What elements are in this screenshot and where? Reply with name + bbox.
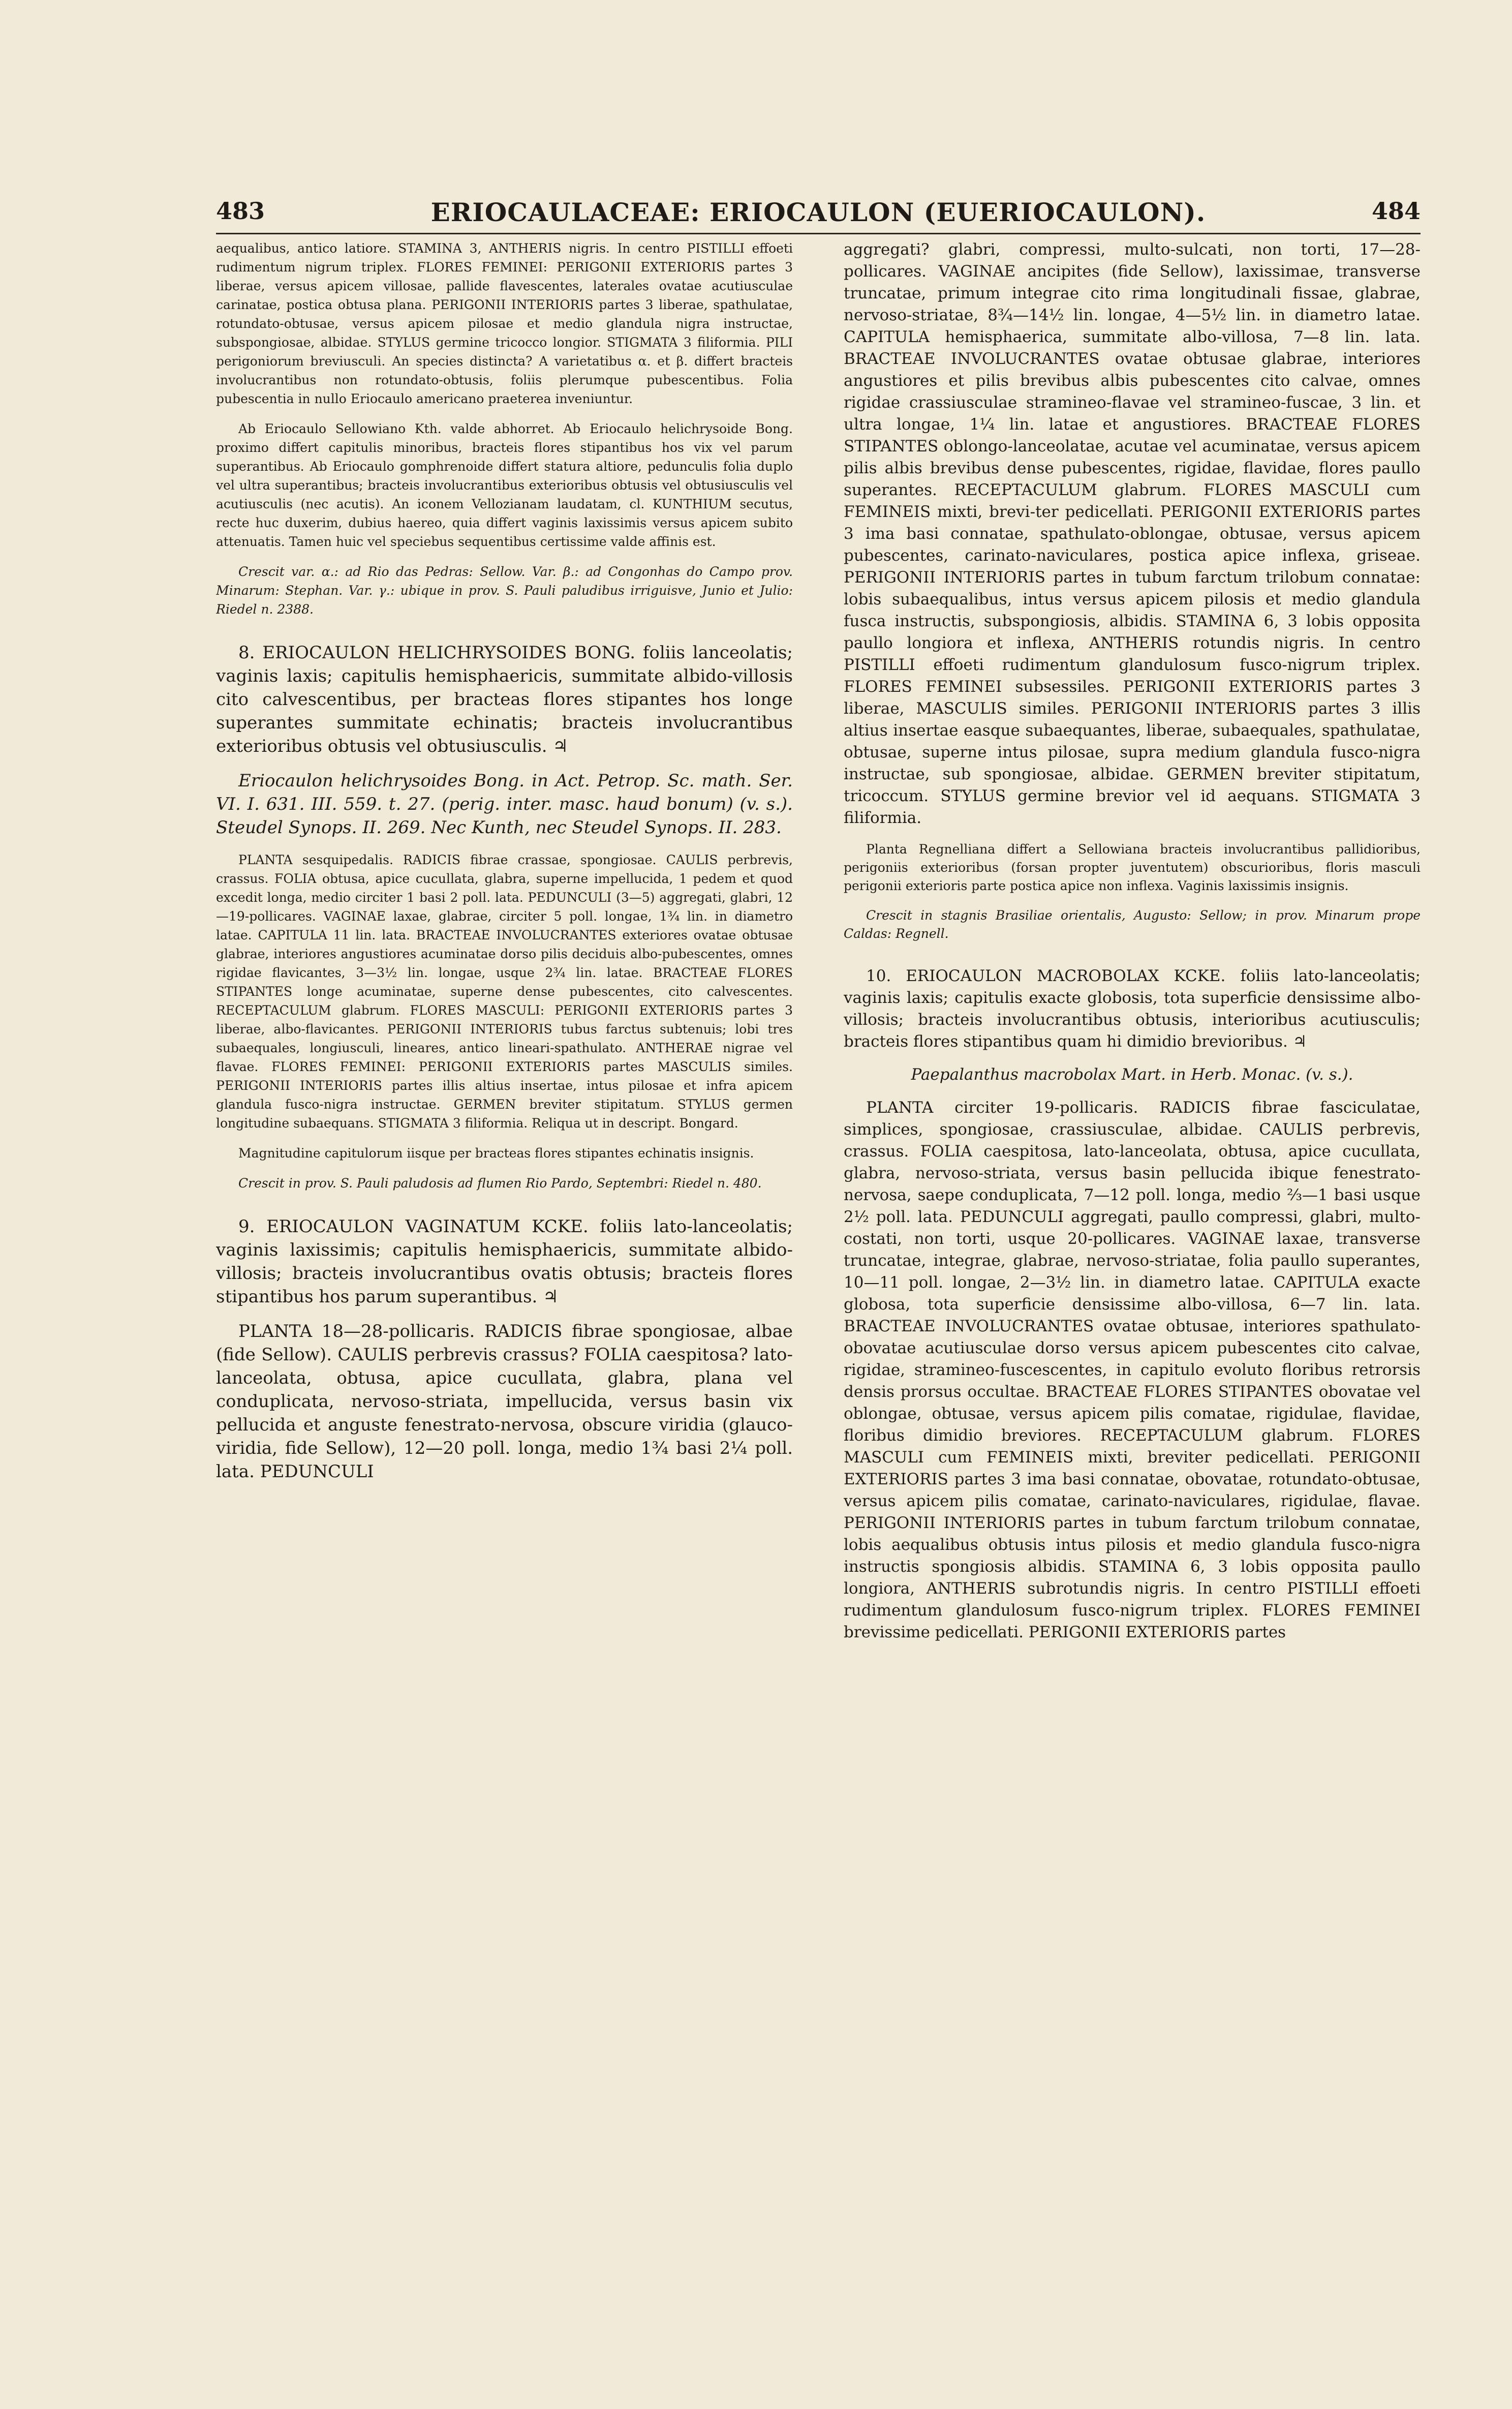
page-number-left: 483 (216, 197, 265, 225)
species-description-9: PLANTA 18—28-pollicaris. RADICIS fibrae spongiosae, albae (fide Sellow). CAULIS perbrevis crassus? FOLIA caespitosa? lato-lanceolata, obtusa, apice cucullata, glabra, plana vel conduplicata, nervoso-striata, impellucida, versus basin vix pellucida et anguste fenestrato-nervosa, obscure viridia (glauco-viridia, fide Sellow), 12—20 poll. longa, medio 1¾ basi 2¼ poll. lata. PEDUNCULI (216, 1321, 793, 1482)
locality-note: Crescit var. α.: ad Rio das Pedras: Sellow. Var. β.: ad Congonhas do Campo prov. Minarum: Stephan. Var. γ.: ubique in prov. S. Pauli paludibus irriguisve, Junio et Julio: Riedel n. 2388. (216, 564, 793, 617)
page-number-right: 484 (1371, 197, 1421, 225)
species-heading-8: 8. ERIOCAULON HELICHRYSOIDES BONG. foliis lanceolatis; vaginis laxis; capitulis hemisphaericis, summitate albido-villosis cito calvescentibus, per bracteas flores stipantes hos longe superantes summitate echinatis; bracteis involucrantibus exterioribus obtusis vel obtusiusculis. ♃ (216, 643, 793, 756)
paragraph: Planta Regnelliana differt a Sellowiana bracteis involucrantibus pallidioribus, perigoniis exterioribus (forsan propter juventutem) obscurioribus, floris masculi perigonii exterioris parte postica apice non inflexa. Vaginis laxissimis insignis. (844, 842, 1421, 893)
header-rule (216, 233, 1421, 234)
species-heading-10: 10. ERIOCAULON MACROBOLAX KCKE. foliis lato-lanceolatis; vaginis laxis; capitulis exacte globosis, tota superficie densissime albo-villosis; bracteis involucrantibus obtusis, interioribus acutiusculis; bracteis flores stipantibus quam hi dimidio brevioribus. ♃ (844, 967, 1421, 1051)
paragraph: Ab Eriocaulo Sellowiano Kth. valde abhorret. Ab Eriocaulo helichrysoide Bong. proximo differt capitulis minoribus, bracteis flores stipantibus hos vix vel parum superantibus. Ab Eriocaulo gomphrenoide differt statura altiore, pedunculis folia duplo vel ultra superantibus; bracteis involucrantibus exterioribus obtusis vel obtusiusculis vel acutiusculis (nec acutis). An iconem Vellozianam laudatam, cl. KUNTHIUM secutus, recte huc duxerim, dubius haereo, quia differt vaginis laxissimis versus apicem subito attenuatis. Tamen huic vel speciebus sequentibus certissime valde affinis est. (216, 421, 793, 549)
species-description-10: PLANTA circiter 19-pollicaris. RADICIS fibrae fasciculatae, simplices, spongiosae, crassiusculae, albidae. CAULIS perbrevis, crassus. FOLIA caespitosa, lato-lanceolata, obtusa, apice cucullata, glabra, nervoso-striata, versus basin pellucida ibique fenestrato-nervosa, saepe conduplicata, 7—12 poll. longa, medio ⅔—1 basi usque 2½ poll. lata. PEDUNCULI aggregati, paullo compressi, glabri, multo-costati, non torti, usque 20-pollicares. VAGINAE laxae, transverse truncatae, integrae, glabrae, nervoso-striatae, folia paullo superantes, 10—11 poll. longae, 2—3½ lin. in diametro latae. CAPITULA exacte globosa, tota superficie densissime albo-villosa, 6—7 lin. lata. BRACTEAE INVOLUCRANTES ovatae obtusae, interiores spathulato-obovatae acutiusculae dorso versus apicem pubescentes cito calvae, rigidae, stramineo-fuscescentes, in capitulo evoluto floribus retrorsis densis prorsus occultae. BRACTEAE FLORES STIPANTES obovatae vel oblongae, obtusae, versus apicem pilis comatae, rigidulae, flavidae, floribus dimidio breviores. RECEPTACULUM glabrum. FLORES MASCULI cum FEMINEIS mixti, breviter pedicellati. PERIGONII EXTERIORIS partes 3 ima basi connatae, obovatae, rotundato-obtusae, versus apicem pilis comatae, carinato-naviculares, rigidulae, flavae. PERIGONII INTERIORIS partes in tubum farctum trilobum connatae, lobis aequalibus obtusis intus pilosis et medio glandula fusco-nigra instructis spongiosis albidis. STAMINA 6, 3 lobis opposita paullo longiora, ANTHERIS subrotundis nigris. In centro PISTILLI effoeti rudimentum glandulosum fusco-nigrum triplex. FLORES FEMINEI brevissime pedicellati. PERIGONII EXTERIORIS partes (844, 1099, 1421, 1641)
species-heading-9: 9. ERIOCAULON VAGINATUM KCKE. foliis lato-lanceolatis; vaginis laxissimis; capitulis hemisphaericis, summitate albido-villosis; bracteis involucrantibus ovatis obtusis; bracteis flores stipantibus hos parum superantibus. ♃ (216, 1216, 793, 1307)
right-column (844, 239, 1421, 2399)
locality-note: Crescit in stagnis Brasiliae orientalis, Augusto: Sellow; in prov. Minarum prope Caldas: Regnell. (844, 908, 1421, 941)
paragraph: aequalibus, antico latiore. STAMINA 3, ANTHERIS nigris. In centro PISTILLI effoeti rudimentum nigrum triplex. FLORES FEMINEI: PERIGONII EXTERIORIS partes 3 liberae, versus apicem villosae, pallide flavescentes, laterales ovatae acutiusculae carinatae, postica obtusa plana. PERIGONII INTERIORIS partes 3 liberae, spathulatae, rotundato-obtusae, versus apicem pilosae et medio glandula nigra instructae, subspongiosae, albidae. STYLUS germine tricocco longior. STIGMATA 3 filiformia. PILI perigoniorum breviusculi. An species distincta? A varietatibus α. et β. differt bracteis involucrantibus non rotundato-obtusis, foliis plerumque pubescentibus. Folia pubescentia in nullo Eriocaulo americano praeterea inveniuntur. (216, 241, 793, 406)
species-description-8: PLANTA sesquipedalis. RADICIS fibrae crassae, spongiosae. CAULIS perbrevis, crassus. FOLIA obtusa, apice cucullata, glabra, superne impellucida, 1 pedem et quod excedit longa, medio circiter 1 basi 2 poll. lata. PEDUNCULI (3—5) aggregati, glabri, 12—19-pollicares. VAGINAE laxae, glabrae, circiter 5 poll. longae, 1¾ lin. in diametro latae. CAPITULA 11 lin. lata. BRACTEAE INVOLUCRANTES exteriores ovatae obtusae glabrae, interiores angustiores acuminatae dorso pilis deciduis albo-pubescentes, omnes rigidae flavicantes, 3—3½ lin. longae, usque 2¾ lin. latae. BRACTEAE FLORES STIPANTES longe acuminatae, superne dense pubescentes, cito calvescentes. RECEPTACULUM glabrum. FLORES MASCULI: PERIGONII EXTERIORIS partes 3 liberae, albo-flavicantes. PERIGONII INTERIORIS tubus farctus subtenuis; lobi tres subaequales, longiusculi, lineares, antico lineari-spathulato. ANTHERAE nigrae vel flavae. FLORES FEMINEI: PERIGONII EXTERIORIS partes MASCULIS similes. PERIGONII INTERIORIS partes illis altius insertae, intus pilosae et infra apicem glandula fusco-nigra instructae. GERMEN breviter stipitatum. STYLUS germen longitudine subaequans. STIGMATA 3 filiformia. Reliqua ut in descript. Bongard. (216, 852, 793, 1131)
species-citation-10: Paepalanthus macrobolax Mart. in Herb. Monac. (v. s.). (911, 1065, 1353, 1084)
running-header (216, 197, 1421, 233)
paragraph: Magnitudine capitulorum iisque per bracteas flores stipantes echinatis insignis. (238, 1146, 754, 1161)
left-column (216, 239, 793, 2399)
locality-note: Crescit in prov. S. Pauli paludosis ad flumen Rio Pardo, Septembri: Riedel n. 480. (238, 1176, 762, 1191)
running-title: ERIOCAULACEAE: ERIOCAULON (EUERIOCAULON). (430, 197, 1206, 227)
species-citation-8: Eriocaulon helichrysoides Bong. in Act. Petrop. Sc. math. Ser. VI. I. 631. III. 559. t. 27. (perig. inter. masc. haud bonum) (v. s.). Steudel Synops. II. 269. Nec Kunth, nec Steudel Synops. II. 283. (216, 771, 793, 838)
paragraph: aggregati? glabri, compressi, multo-sulcati, non torti, 17—28-pollicares. VAGINAE ancipites (fide Sellow), laxissimae, transverse truncatae, primum integrae cito rima longitudinali fissae, glabrae, nervoso-striatae, 8¾—14½ lin. longae, 4—5½ lin. in diametro latae. CAPITULA hemisphaerica, summitate albo-villosa, 7—8 lin. lata. BRACTEAE INVOLUCRANTES ovatae obtusae glabrae, interiores angustiores et pilis brevibus albis pubescentes cito calvae, omnes rigidae crassiusculae stramineo-flavae vel stramineo-fuscae, 3 lin. et ultra longae, 1¼ lin. latae et angustiores. BRACTEAE FLORES STIPANTES oblongo-lanceolatae, acutae vel acuminatae, versus apicem pilis albis brevibus dense pubescentes, rigidae, flavidae, flores paullo superantes. RECEPTACULUM glabrum. FLORES MASCULI cum FEMINEIS mixti, brevi-ter pedicellati. PERIGONII EXTERIORIS partes 3 ima basi connatae, spathulato-oblongae, obtusae, versus apicem pubescentes, carinato-naviculares, postica apice inflexa, griseae. PERIGONII INTERIORIS partes in tubum farctum trilobum connatae: lobis subaequalibus, intus versus apicem pilosis et medio glandula fusca instructis, subspongiosis, albidis. STAMINA 6, 3 lobis opposita paullo longiora et inflexa, ANTHERIS rotundis nigris. In centro PISTILLI effoeti rudimentum glandulosum fusco-nigrum triplex. FLORES FEMINEI subsessiles. PERIGONII EXTERIORIS partes 3 liberae, MASCULIS similes. PERIGONII INTERIORIS partes 3 illis altius insertae easque subaequantes, liberae, subaequales, spathulatae, obtusae, superne intus pilosae, supra medium glandula fusco-nigra instructae, sub spongiosae, albidae. GERMEN breviter stipitatum, tricoccum. STYLUS germine brevior vel id aequans. STIGMATA 3 filiformia. (844, 240, 1421, 827)
